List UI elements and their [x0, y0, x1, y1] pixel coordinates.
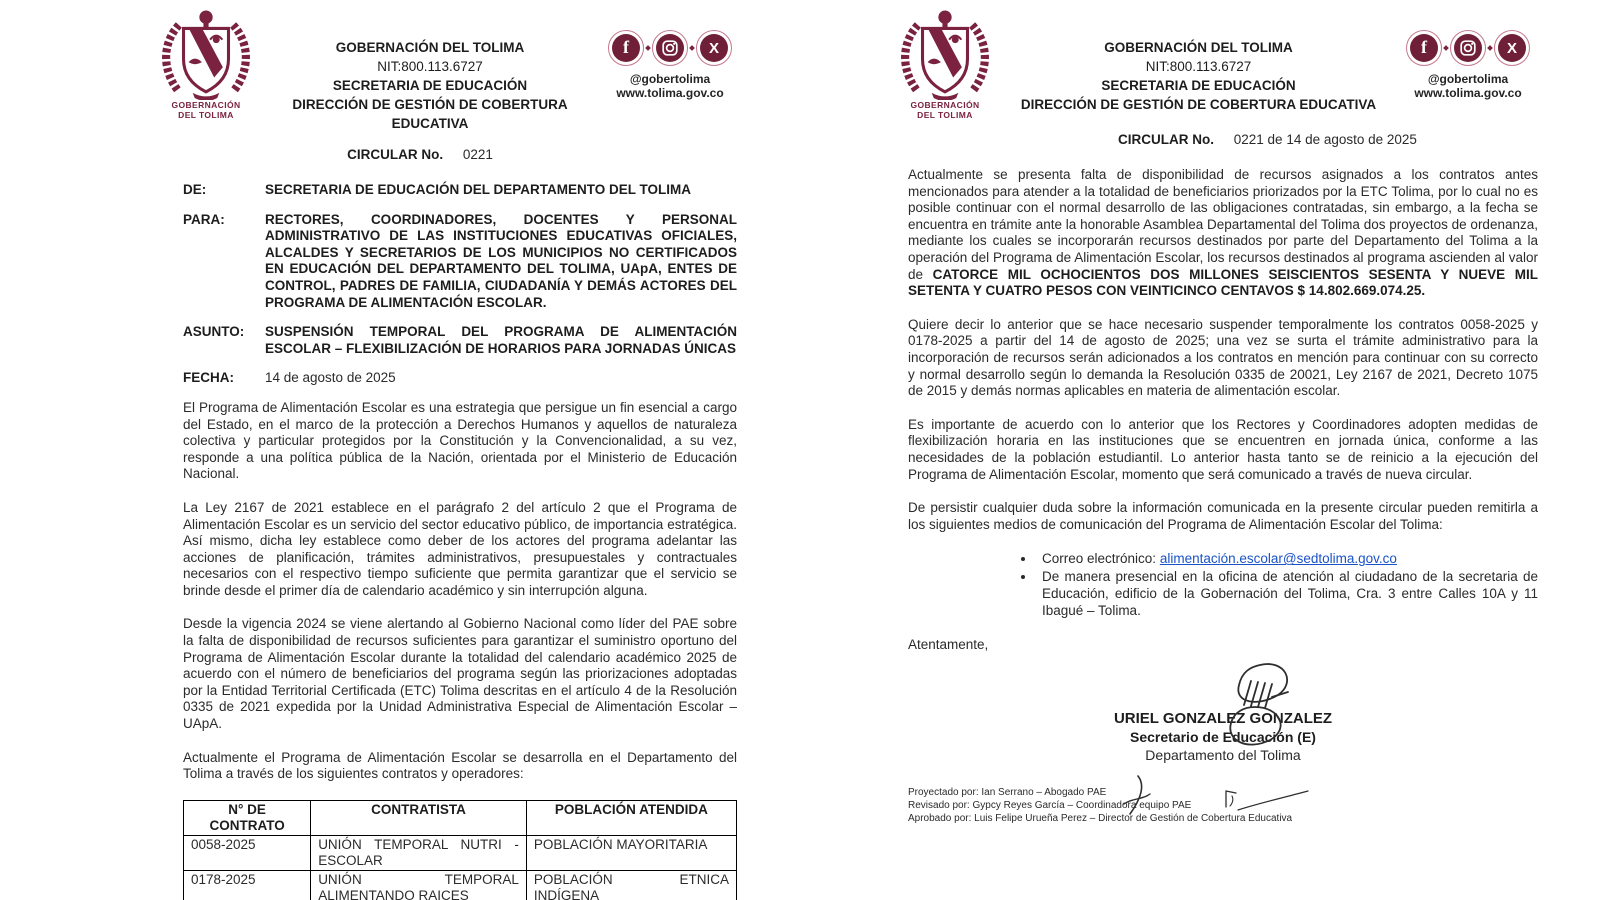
social-block — [1393, 8, 1543, 100]
paragraph: El Programa de Alimentación Escolar es una estrategia que persigue un fin esencial a cargo del Estado, en el marco de la protección a Derechos Humanos y aquellos de naturaleza colectiva y particular protegidos por la Constitución y la Convencionalidad, a su vez, responde a una política pública de la Nación, orientada por el Ministerio de Educación Nacional. — [183, 399, 737, 482]
contracts-table — [183, 800, 737, 900]
contact-list — [908, 550, 1538, 619]
meta-label: ASUNTO: — [183, 324, 245, 340]
x-glyph: X — [708, 39, 719, 57]
org-secretaria: SECRETARIA DE EDUCACIÓN — [332, 78, 528, 93]
paragraph: Desde la vigencia 2024 se viene alertando al Gobierno Nacional como líder del PAE sobre la falta de disponibilidad de recursos suficientes para garantizar el suministro oportuno del Programa de Alimentación Escolar durante la totalidad del calendario académico 2025 de acuerdo con el número de beneficiarios del programa según las priorizaciones adoptadas por la Entidad Territorial Certificada (ETC) Tolima descritas en el artículo 4 de la Resolución 0335 de 2021 expedida por la Unidad Administrativa Especial de Alimentación Escolar – UApA. — [183, 616, 737, 732]
paragraph: La Ley 2167 de 2021 establece en el parágrafo 2 del artículo 2 que el Programa de Alimentación Escolar es un servicio del sector educativo público, de importancia estratégica. Así mismo, dicha ley establece como deber de los actores del programa adelantar las acciones de planificación, trámites administrativos, presupuestales y contractuales necesarios con el respectivo tiempo suficiente que permita garantizar que el servicio se brinde desde el primer día de calendario académico y sin interrupción alguna. — [183, 499, 737, 598]
column-header: CONTRATISTA — [311, 800, 527, 835]
diamond-separator — [645, 45, 651, 51]
page-2 — [878, 0, 1543, 900]
facebook-glyph: f — [1421, 37, 1427, 57]
cell-population: POBLACIÓN MAYORITARIA — [526, 835, 736, 870]
facebook-icon — [608, 30, 644, 66]
amount-bold-text: CATORCE MIL OCHOCIENTOS DOS MILLONES SEISCIENTOS SESENTA Y NUEVE MIL SETENTA Y CUATRO PESOS CON VEINTICINCO CENTAVOS $ 14.802.669.074.25. — [908, 266, 1538, 299]
diamond-separator — [1443, 45, 1449, 51]
tolima-coat-of-arms — [147, 8, 265, 120]
footer-notes — [908, 786, 1538, 825]
org-name: GOBERNACIÓN DEL TOLIMA — [335, 40, 525, 55]
meta-value: SUSPENSIÓN TEMPORAL DEL PROGRAMA DE ALIMENTACIÓN ESCOLAR – FLEXIBILIZACIÓN DE HORARIOS PARA JORNADAS ÚNICAS — [265, 324, 737, 356]
letterhead — [878, 0, 1543, 120]
meta-label: PARA: — [183, 211, 225, 227]
tolima-coat-of-arms — [886, 8, 1004, 120]
signer-title: Secretario de Educación (E) — [1130, 729, 1316, 746]
table-row — [184, 870, 737, 900]
social-handle: @gobertolima — [1427, 72, 1509, 86]
org-direccion: DIRECCIÓN DE GESTIÓN DE COBERTURA EDUCATIVA — [292, 97, 568, 131]
signer-name: URIEL GONZALEZ GONZALEZ — [1113, 710, 1333, 728]
list-item-email — [1036, 550, 1538, 567]
footer-line-aprobado: Aprobado por: Luis Felipe Urueña Perez – Director de Gestión de Cobertura Educativa — [908, 813, 1293, 825]
diamond-separator — [689, 45, 695, 51]
meta-value: 14 de agosto de 2025 — [265, 370, 396, 386]
paragraph: Quiere decir lo anterior que se hace necesario suspender temporalmente los contratos 0058-2025 y 0178-2025 a partir del 14 de agosto de 2025; una vez se surta el trámite administrativo para la incorporación de recursos serán adicionados a los contratos en mención para continuar con su correcto y normal desarrollo según lo demanda la Resolución 0335 de 20021, Ley 2167 de 2021, Decreto 1075 de 2015 y demás normas aplicables en materia de alimentación escolar. — [908, 316, 1538, 399]
crest-icon — [893, 8, 997, 100]
crest-icon — [154, 8, 258, 100]
cell-contract-number: 0058-2025 — [184, 835, 311, 870]
signer-org: Departamento del Tolima — [1145, 747, 1301, 764]
meta-value: RECTORES, COORDINADORES, DOCENTES Y PERSONAL ADMINISTRATIVO DE LAS INSTITUCIONES EDUCATIVAS OFICIALES, ALCALDES Y SECRETARIOS DE LOS MUNICIPIOS NO CERTIFICADOS EN EDUCACIÓN DEL DEPARTAMENTO DEL TOLIMA, UApA, ENTES DE CONTROL, PADRES DE FAMILIA, CIUDADANÍA Y DEMÁS ACTORES DEL PROGRAMA DE ALIMENTACIÓN ESCOLAR. — [265, 211, 737, 310]
meta-label: FECHA: — [183, 370, 234, 386]
x-icon — [1494, 30, 1530, 66]
crest-caption-line1: GOBERNACIÓN — [171, 100, 241, 110]
org-secretaria: SECRETARIA DE EDUCACIÓN — [1101, 78, 1296, 93]
instagram-icon — [652, 30, 688, 66]
crest-caption-line1: GOBERNACIÓN — [910, 100, 980, 110]
circular-label: CIRCULAR No. — [347, 147, 444, 162]
meta-label: DE: — [183, 182, 207, 197]
signature-scribble — [1198, 657, 1313, 757]
cell-contract-number: 0178-2025 — [184, 870, 311, 900]
letterhead — [95, 0, 745, 133]
social-block — [595, 8, 745, 100]
x-glyph: X — [1506, 39, 1517, 57]
paragraph: De persistir cualquier duda sobre la información comunicada en la presente circular pueden remitirla a los siguientes medios de comunicación del Programa de Alimentación Escolar del Tolima: — [908, 500, 1538, 532]
circular-value: 0221 de 14 de agosto de 2025 — [1233, 132, 1417, 147]
social-url: www.tolima.gov.co — [1414, 86, 1522, 100]
signature-scribble — [1218, 788, 1310, 814]
page1-body — [183, 182, 737, 900]
cell-population: POBLACIÓN ETNICA INDÍGENA — [526, 870, 736, 900]
x-icon — [696, 30, 732, 66]
letterhead-text — [265, 8, 595, 133]
meta-row-fecha — [183, 370, 737, 387]
circular-value: 0221 — [462, 147, 493, 162]
closing-salutation: Atentamente, — [908, 637, 989, 653]
signature-scribble — [1120, 774, 1154, 816]
org-direccion: DIRECCIÓN DE GESTIÓN DE COBERTURA EDUCATIVA — [1020, 97, 1377, 112]
page2-body — [908, 167, 1538, 825]
paragraph: Es importante de acuerdo con lo anterior que los Rectores y Coordinadores adopten medidas de flexibilización horaria en las instituciones que se encuentren en jornada única, conforme a las necesidades de la población estudiantil. Lo anterior hasta tanto se de reinicio a la ejecución del Programa de Alimentación Escolar, momento que será comunicado a través de nueva circular. — [908, 416, 1538, 482]
list-item-office: • De manera presencial en la oficina de atención al ciudadano de la secretaria de Educación, edificio de la Gobernación del Tolima, Cra. 3 entre Calles 10A y 11 Ibagué – Tolima. — [1036, 568, 1538, 619]
social-handle: @gobertolima — [629, 72, 711, 86]
org-nit: NIT:800.113.6727 — [377, 59, 483, 74]
paragraph — [908, 167, 1538, 300]
letterhead-text — [1004, 8, 1393, 114]
footer-line-revisado: Revisado por: Gypcy Reyes García – Coordinadora equipo PAE — [908, 800, 1192, 812]
paragraph-text: Actualmente se presenta falta de disponibilidad de recursos asignados a los contratos antes mencionados para atender a la totalidad de beneficiarios priorizados por la ETC Tolima, por lo cual no es posible continuar con el normal desarrollo de las obligaciones contratadas, sin embargo, a la fecha se encuentra en trámite ante la honorable Asamblea Departamental del Tolima dos proyectos de ordenanza, mediante los cuales se incorporarán recursos destinados por parte del Departamento del Tolima a la operación del Programa de Alimentación Escolar, los recursos destinados al programa ascienden al valor de — [908, 167, 1538, 282]
email-link[interactable]: alimentación.escolar@sedtolima.gov.co — [1159, 551, 1397, 567]
diamond-separator — [1487, 45, 1493, 51]
paragraph: Actualmente el Programa de Alimentación Escolar se desarrolla en el Departamento del Tolima a través de los siguientes contratos y operadores: — [183, 749, 737, 782]
crest-caption-line2: DEL TOLIMA — [917, 109, 973, 120]
instagram-icon — [1450, 30, 1486, 66]
meta-row-de — [183, 182, 737, 199]
table-header-row — [184, 800, 737, 835]
table-row — [184, 835, 737, 870]
footer-line-proyectado: Proyectado por: Ian Serrano – Abogado PAE — [908, 787, 1107, 799]
meta-row-para — [183, 212, 737, 312]
meta-value: SECRETARIA DE EDUCACIÓN DEL DEPARTAMENTO DEL TOLIMA — [265, 182, 692, 197]
crest-caption-line2: DEL TOLIMA — [178, 109, 234, 120]
circular-number-line — [95, 147, 745, 162]
facebook-glyph: f — [623, 37, 629, 57]
column-header: POBLACIÓN ATENDIDA — [526, 800, 736, 835]
page-1 — [95, 0, 745, 900]
org-nit: NIT:800.113.6727 — [1145, 59, 1252, 74]
circular-label: CIRCULAR No. — [1118, 132, 1214, 147]
email-label: Correo electrónico: — [1042, 551, 1160, 567]
meta-row-asunto — [183, 324, 737, 357]
org-name: GOBERNACIÓN DEL TOLIMA — [1104, 40, 1293, 55]
facebook-icon — [1406, 30, 1442, 66]
column-header: N° DE CONTRATO — [184, 800, 311, 835]
circular-number-line — [878, 132, 1543, 147]
cell-contractor: UNIÓN TEMPORAL ALIMENTANDO RAICES — [311, 870, 527, 900]
cell-contractor: UNIÓN TEMPORAL NUTRI - ESCOLAR — [311, 835, 527, 870]
social-url: www.tolima.gov.co — [616, 86, 724, 100]
